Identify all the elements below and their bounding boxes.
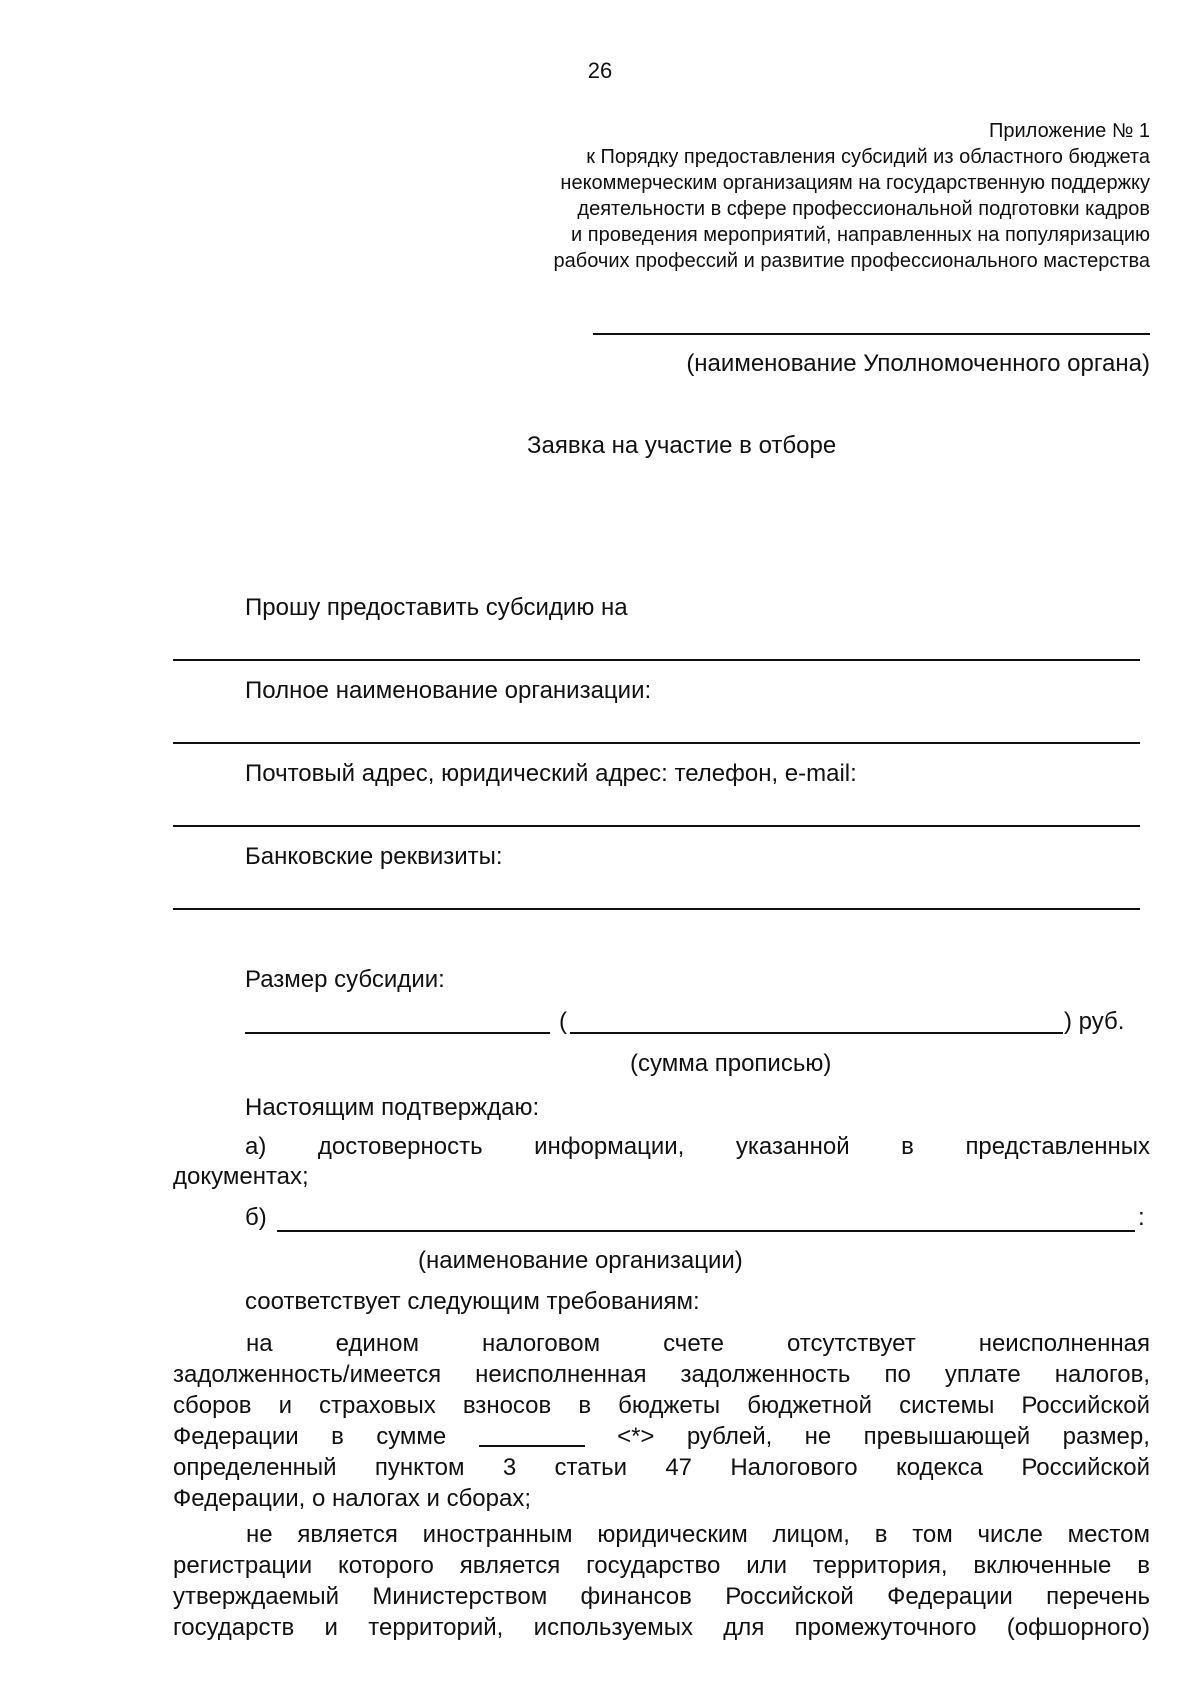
tax-line-4-word: в	[331, 1423, 344, 1450]
org-name-caption: (наименование организации)	[418, 1247, 743, 1274]
subsidy-words-line[interactable]	[570, 1032, 1063, 1034]
tax-line-5-word: определенный	[173, 1454, 337, 1481]
tax-line-4-word: Федерации	[173, 1423, 299, 1450]
subsidy-amount-line[interactable]	[245, 1032, 550, 1034]
tax-line-4-word: размер,	[1062, 1423, 1150, 1450]
page-number: 26	[587, 58, 613, 83]
tax-line-1-word: неисполненная	[978, 1330, 1150, 1357]
foreign-line-1-text: не является иностранным юридическим лицом, в том числе местом	[246, 1521, 1150, 1548]
tax-line-5	[173, 1452, 1150, 1483]
appendix-line: Приложение № 1	[989, 120, 1150, 142]
tax-line-1-word: едином	[335, 1330, 419, 1357]
request-label: Прошу предоставить субсидию на	[245, 594, 628, 621]
tax-line-3-text: сборов и страховых взносов в бюджеты бюджетной системы Российской	[173, 1392, 1150, 1419]
tax-line-1	[173, 1328, 1150, 1359]
tax-line-5-word: кодекса	[895, 1454, 984, 1481]
item-a-word: представленных	[965, 1133, 1150, 1160]
foreign-line-1	[173, 1519, 1150, 1550]
appendix-line: к Порядку предоставления субсидий из областного бюджета	[586, 146, 1150, 168]
org-name-b-line[interactable]	[277, 1230, 1135, 1232]
tax-line-1-word: на	[246, 1330, 273, 1357]
item-a-word: достоверность	[317, 1133, 483, 1160]
confirm-item-a	[245, 1133, 1150, 1161]
item-a-word: а)	[245, 1133, 267, 1160]
tax-line-5-word: 3	[502, 1454, 517, 1481]
tax-line-4-word: не	[804, 1423, 832, 1450]
authority-caption: (наименование Уполномоченного органа)	[686, 350, 1150, 377]
tax-line-3	[173, 1390, 1150, 1421]
item-a-word: в	[901, 1133, 914, 1160]
tax-line-5-word: 47	[665, 1454, 693, 1481]
address-label: Почтовый адрес, юридический адрес: телефон, e-mail:	[245, 760, 857, 787]
appendix-line: деятельности в сфере профессиональной подготовки кадров	[577, 198, 1150, 220]
tax-line-1-word: отсутствует	[786, 1330, 916, 1357]
foreign-line-4	[173, 1612, 1150, 1643]
bank-label: Банковские реквизиты:	[245, 843, 503, 870]
authority-name-line[interactable]	[593, 333, 1150, 335]
foreign-line-2	[173, 1550, 1150, 1581]
foreign-line-2-text: регистрации которого является государство или территория, включенные в	[173, 1552, 1150, 1579]
foreign-line-3-text: утверждаемый Министерством финансов Российской Федерации перечень	[173, 1583, 1150, 1610]
tax-line-5-word: статьи	[554, 1454, 627, 1481]
tax-line-4-word: сумме	[376, 1423, 447, 1450]
request-purpose-line[interactable]	[173, 659, 1140, 661]
tax-line-2-text: задолженность/имеется неисполненная задолженность по уплате налогов,	[173, 1361, 1150, 1388]
appendix-line: некоммерческим организациям на государственную поддержку	[560, 172, 1150, 194]
subsidy-rub-suffix: ) руб.	[1064, 1008, 1125, 1035]
tax-debt-amount-blank[interactable]	[479, 1421, 585, 1447]
tax-line-4-word: превышающей	[863, 1423, 1031, 1450]
tax-line-5-word: пунктом	[374, 1454, 465, 1481]
tax-line-1-word: счете	[663, 1330, 724, 1357]
tax-line-1-word: налоговом	[481, 1330, 601, 1357]
tax-line-6: Федерации, о налогах и сборах;	[173, 1485, 532, 1512]
foreign-paragraph	[173, 1519, 1150, 1643]
tax-line-4	[173, 1421, 1150, 1452]
foreign-line-3	[173, 1581, 1150, 1612]
tax-line-2	[173, 1359, 1150, 1390]
tax-line-5-word: Налогового	[730, 1454, 858, 1481]
subsidy-open-paren: (	[559, 1008, 567, 1035]
org-name-line[interactable]	[173, 742, 1140, 744]
address-line[interactable]	[173, 825, 1140, 827]
item-a-word: указанной	[735, 1133, 850, 1160]
form-title: Заявка на участие в отборе	[527, 432, 837, 459]
appendix-line: и проведения мероприятий, направленных на популяризацию	[571, 224, 1150, 246]
bank-line[interactable]	[173, 908, 1140, 910]
item-a-word: информации,	[534, 1133, 685, 1160]
org-name-label: Полное наименование организации:	[245, 677, 652, 704]
tax-paragraph	[173, 1328, 1150, 1514]
complies-label: соответствует следующим требованиям:	[245, 1288, 700, 1315]
appendix-header	[554, 118, 1150, 274]
appendix-line: рабочих профессий и развитие профессионального мастерства	[553, 250, 1150, 272]
subsidy-label: Размер субсидии:	[245, 966, 445, 993]
confirm-intro: Настоящим подтверждаю:	[245, 1094, 540, 1121]
confirm-item-a-cont: документах;	[173, 1163, 309, 1190]
foreign-line-4-text: государств и территорий, используемых для промежуточного (офшорного)	[173, 1614, 1150, 1641]
confirm-item-b-label: б)	[245, 1204, 267, 1231]
tax-line-4-word: <*>	[617, 1423, 655, 1450]
confirm-item-b-colon: :	[1138, 1204, 1145, 1231]
subsidy-words-caption: (сумма прописью)	[630, 1050, 832, 1077]
tax-line-4-word: рублей,	[686, 1423, 773, 1450]
tax-line-5-word: Российской	[1021, 1454, 1150, 1481]
